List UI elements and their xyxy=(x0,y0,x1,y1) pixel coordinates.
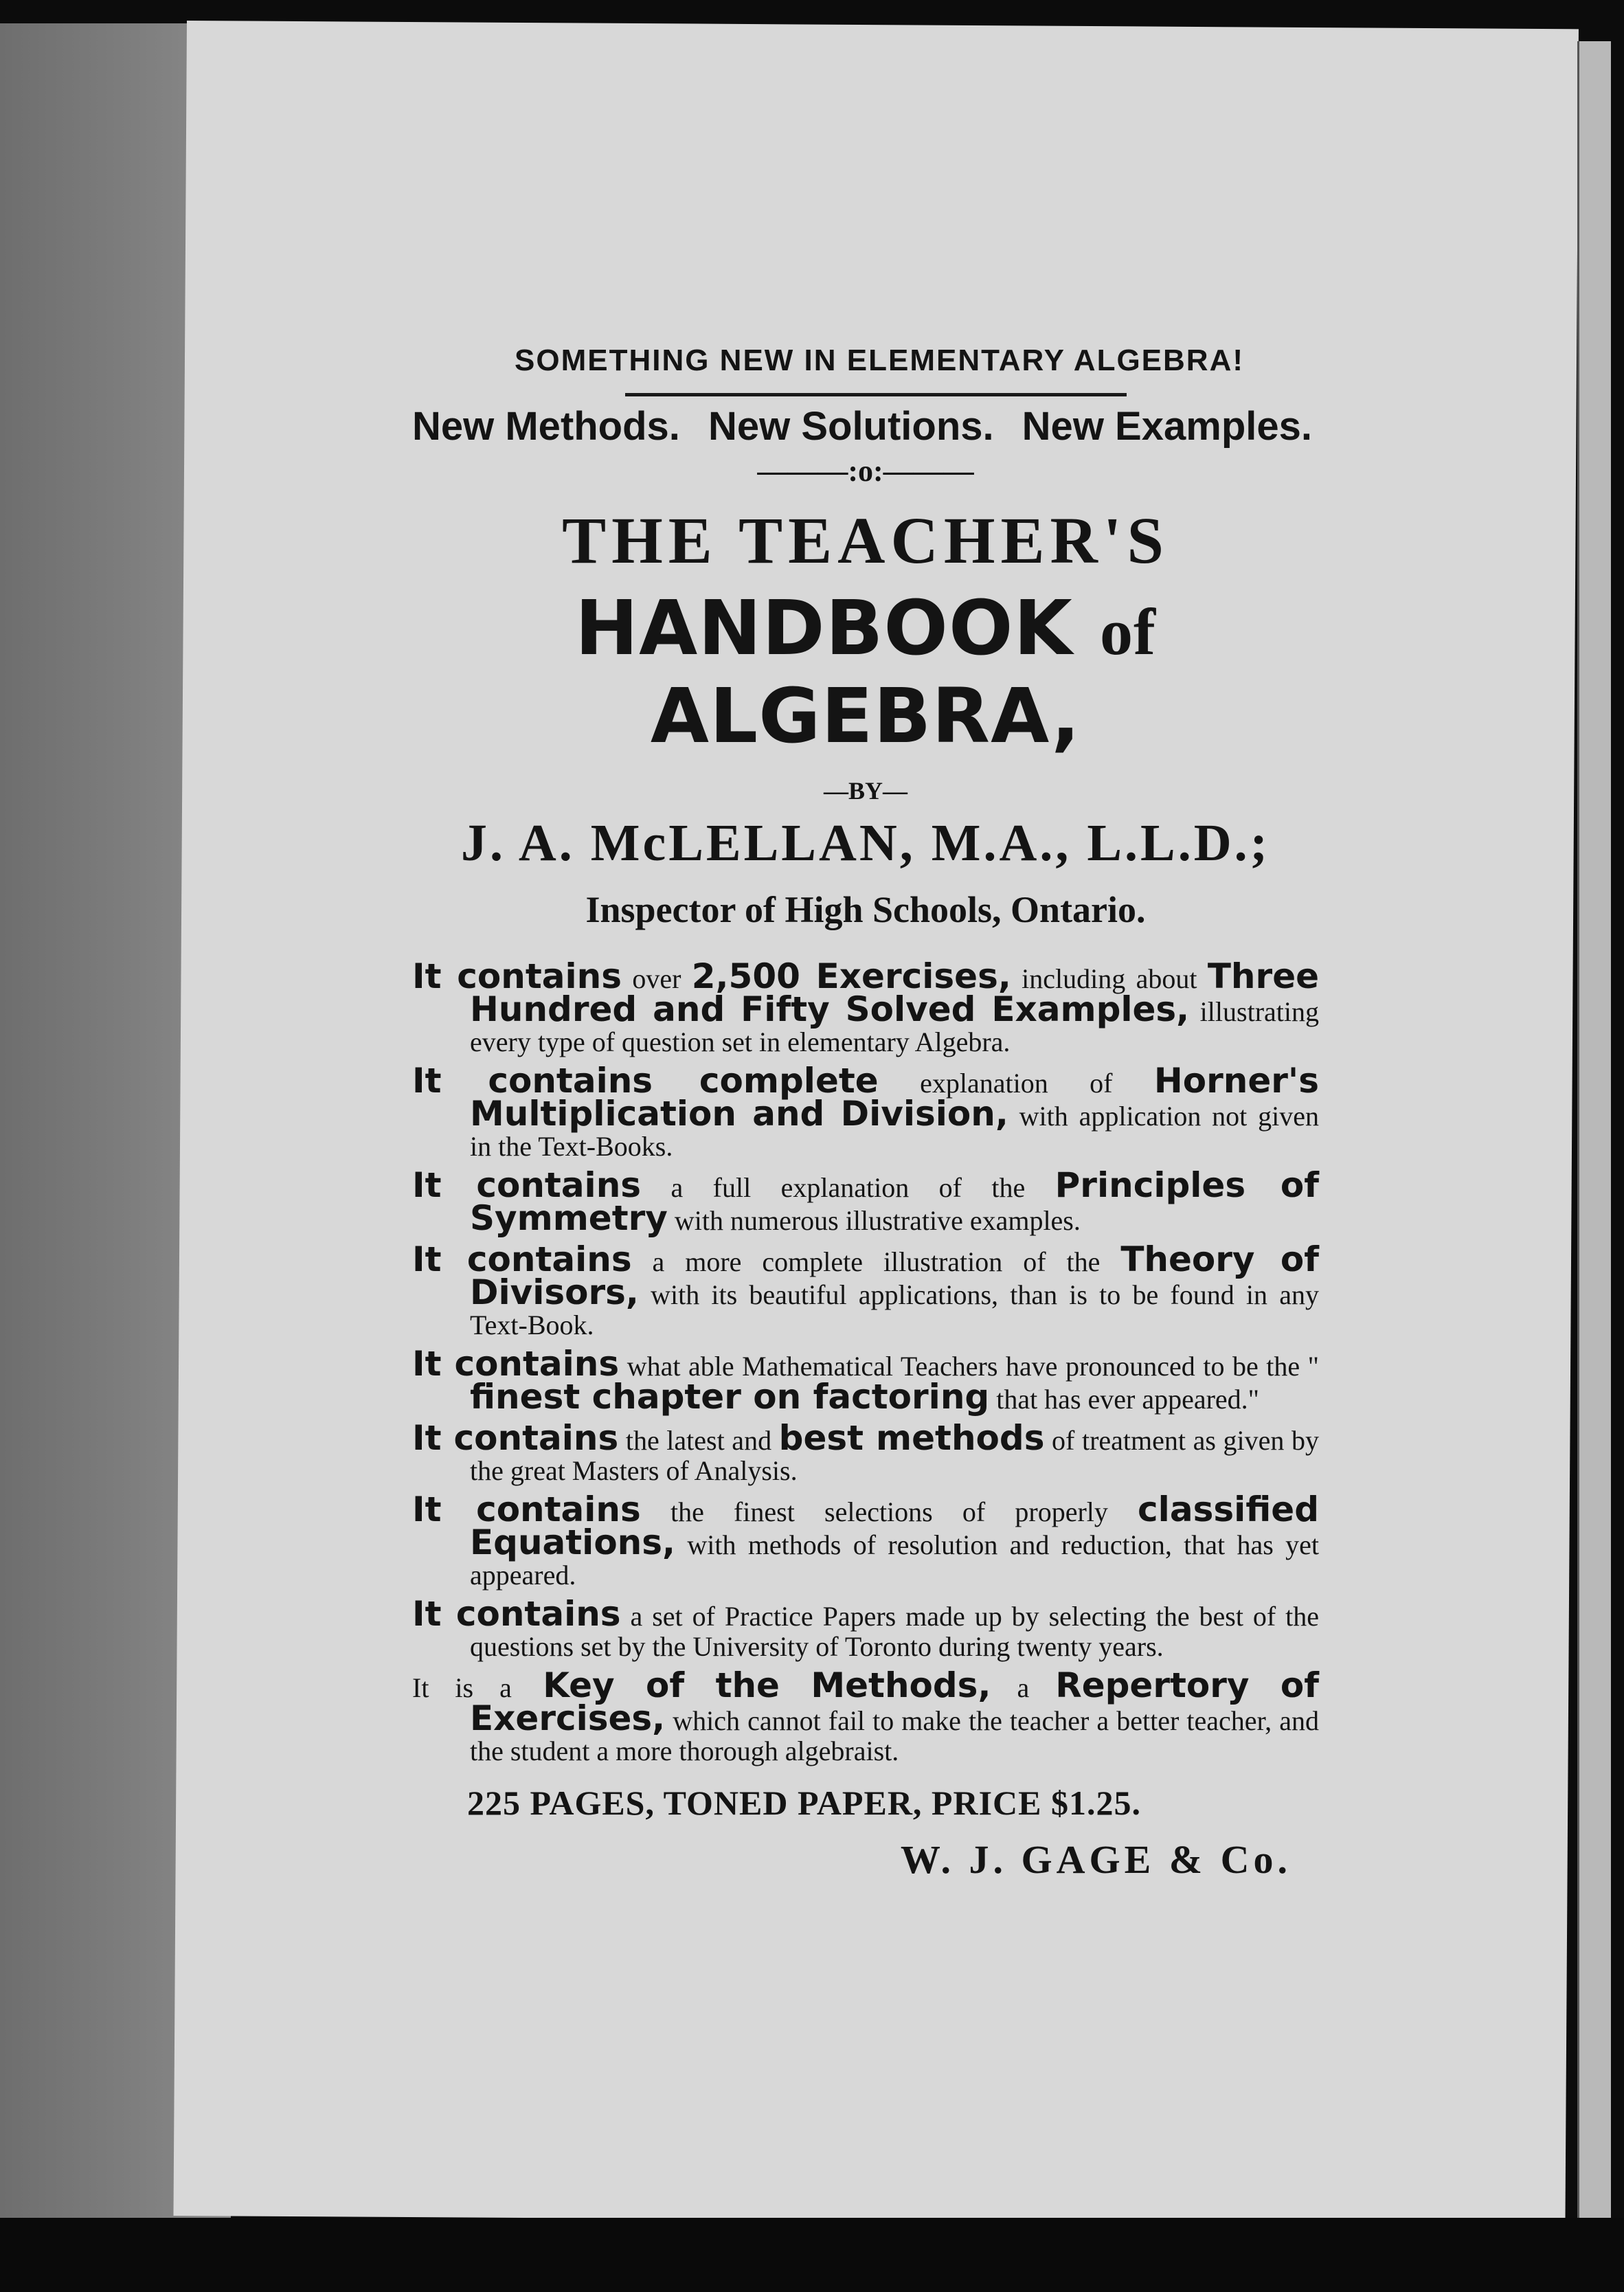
feature-item xyxy=(412,1490,1319,1591)
title-line-2 xyxy=(412,584,1319,760)
title-of: of xyxy=(1100,595,1156,668)
feature-text: a xyxy=(991,1672,1056,1703)
feature-item xyxy=(412,1061,1319,1162)
feature-emphasis: best methods xyxy=(778,1418,1045,1458)
feature-lead: It contains xyxy=(412,1165,642,1205)
feature-emphasis: finest chapter on factoring xyxy=(470,1377,990,1417)
feature-lead: It contains xyxy=(412,956,622,996)
feature-text: of treatment as given by the great Masters of Analysis. xyxy=(470,1425,1319,1486)
feature-emphasis: Three Hundred and Fifty Solved Examples, xyxy=(470,956,1320,1029)
feature-list xyxy=(412,956,1320,1766)
methods-line xyxy=(412,403,1312,449)
feature-text: illustrating every type of question set in elementary Algebra. xyxy=(470,996,1320,1057)
feature-emphasis: Key of the Methods, xyxy=(511,1665,991,1705)
feature-emphasis: Principles of Symmetry xyxy=(470,1165,1319,1238)
by-label: —BY— xyxy=(823,777,907,805)
kicker-heading: SOMETHING NEW IN ELEMENTARY ALGEBRA! xyxy=(515,344,1244,377)
feature-text: a more complete illustration of the xyxy=(631,1246,1121,1277)
price-line: 225 PAGES, TONED PAPER, PRICE $1.25. xyxy=(467,1784,1141,1822)
feature-lead: It contains xyxy=(412,1239,632,1279)
feature-emphasis: classified Equations, xyxy=(470,1490,1319,1562)
feature-item xyxy=(412,1594,1319,1662)
feature-emphasis: Horner's Multiplication and Division, xyxy=(470,1061,1319,1134)
feature-text: with its beautiful applications, than is to be found in any Text-Book. xyxy=(470,1279,1319,1340)
feature-text: including about xyxy=(1011,963,1208,994)
feature-text: a set of Practice Papers made up by selecting the best of the questions set by the University of Toronto during twenty years. xyxy=(470,1601,1319,1662)
feature-emphasis: complete xyxy=(653,1061,879,1101)
feature-text: which cannot fail to make the teacher a better teacher, and the student a more thorough algebraist. xyxy=(470,1705,1319,1766)
ornament-divider: ———:o:——— xyxy=(757,454,974,488)
feature-emphasis: Repertory of Exercises, xyxy=(470,1665,1320,1738)
publisher-name: W. J. GAGE & Co. xyxy=(900,1837,1292,1882)
method-item: New Methods. xyxy=(412,404,680,449)
method-item: New Examples. xyxy=(1022,404,1312,449)
feature-text: the finest selections of properly xyxy=(640,1496,1138,1527)
title-handbook: HANDBOOK xyxy=(575,584,1073,672)
feature-lead: It contains xyxy=(412,1418,619,1458)
feature-emphasis: 2,500 Exercises, xyxy=(691,956,1011,996)
feature-text: that has ever appeared." xyxy=(989,1384,1259,1415)
advertisement xyxy=(412,344,1319,1883)
feature-text: explanation of xyxy=(878,1068,1154,1099)
feature-item xyxy=(412,956,1320,1057)
feature-lead: It contains xyxy=(412,1061,653,1101)
rule-line xyxy=(625,393,1127,396)
feature-text: a full explanation of the xyxy=(641,1172,1055,1203)
feature-lead: It contains xyxy=(412,1490,641,1529)
page-right-edge xyxy=(1577,41,1611,2254)
author-position: Inspector of High Schools, Ontario. xyxy=(585,889,1146,930)
title-line-1: THE TEACHER'S xyxy=(562,504,1169,577)
feature-item xyxy=(412,1344,1319,1417)
feature-item xyxy=(412,1665,1320,1766)
author-name: J. A. McLELLAN, M.A., L.L.D.; xyxy=(461,814,1270,872)
feature-text: what able Mathematical Teachers have pronounced to be the " xyxy=(619,1351,1319,1382)
feature-text: with numerous illustrative examples. xyxy=(667,1205,1081,1236)
feature-text: with methods of resolution and reduction, that has yet appeared. xyxy=(470,1529,1319,1591)
feature-lead: It is a xyxy=(412,1672,512,1703)
feature-lead: It contains xyxy=(412,1594,621,1634)
feature-text: with application not given in the Text-Books. xyxy=(470,1101,1319,1162)
feature-emphasis: Theory of Divisors, xyxy=(470,1239,1319,1312)
feature-item xyxy=(412,1418,1319,1486)
feature-item xyxy=(412,1165,1319,1238)
method-item: New Solutions. xyxy=(708,404,994,449)
feature-text: the latest and xyxy=(618,1425,779,1456)
feature-lead: It contains xyxy=(412,1344,620,1384)
feature-item xyxy=(412,1239,1319,1340)
feature-text: over xyxy=(621,963,692,994)
title-algebra: ALGEBRA, xyxy=(650,672,1081,760)
bottom-shadow xyxy=(0,2218,1624,2292)
